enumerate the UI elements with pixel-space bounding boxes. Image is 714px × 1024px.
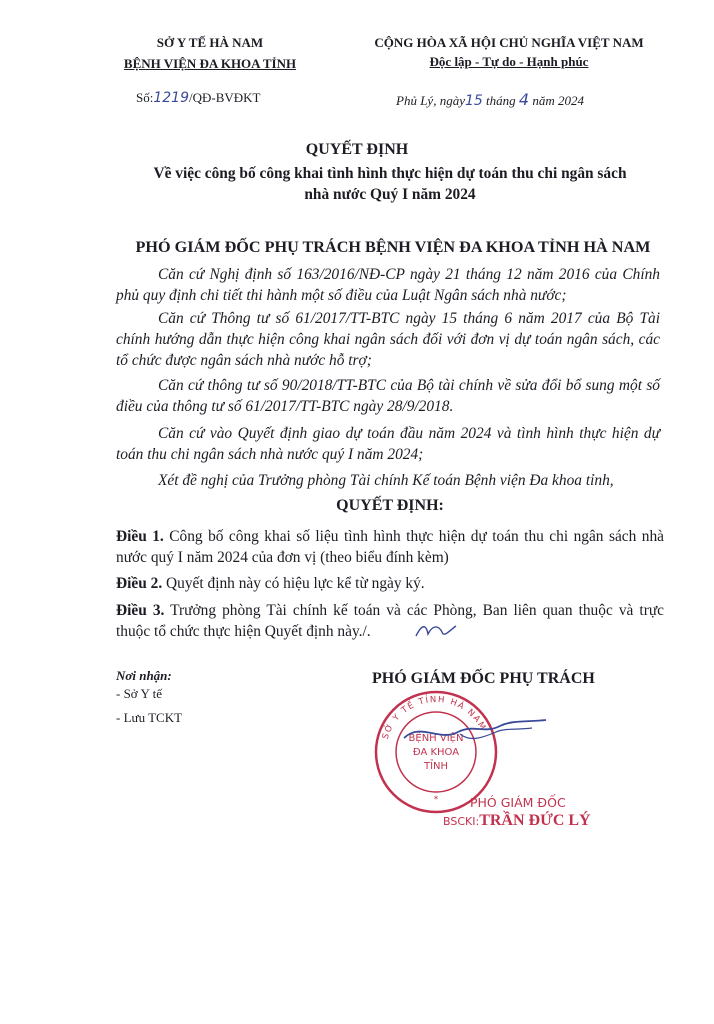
legal-basis-3: Căn cứ thông tư số 90/2018/TT-BTC của Bộ tài chính về sửa đổi bổ sung một số điều của thông tư số 61/2017/TT-BTC ngày 28/9/2018. [116, 377, 660, 415]
proposal-basis: Xét đề nghị của Trưởng phòng Tài chính Kế toán Bệnh viện Đa khoa tỉnh, [158, 472, 614, 489]
subject-line-1: Về việc công bố công khai tình hình thực hiện dự toán thu chi ngân sách [153, 165, 627, 182]
recipient-item: - Sở Y tế [116, 686, 162, 701]
seal-line-1: BỆNH VIỆN [408, 733, 464, 744]
signer-role: PHÓ GIÁM ĐỐC [470, 795, 566, 810]
handwritten-signature [400, 712, 550, 752]
ministry-name: SỞ Y TẾ HÀ NAM [156, 35, 264, 50]
document-number [136, 90, 260, 106]
signer-prefix: BSCKI: [443, 815, 480, 828]
document-title: QUYẾT ĐỊNH [305, 141, 409, 158]
article-3-label: Điều 3. [116, 602, 165, 619]
article-2-label: Điều 2. [116, 575, 163, 592]
article-2 [116, 573, 664, 594]
doc-no-suffix: /QĐ-BVĐKT [188, 90, 261, 105]
year-label: năm 2024 [532, 93, 584, 108]
initial-mark [414, 620, 458, 642]
seal-star: * [433, 795, 439, 805]
day-handwritten: 15 [464, 93, 483, 109]
article-1-text: Công bố công khai số liệu tình hình thực hiện dự toán thu chi ngân sách nhà nước quý I năm 2024 của đơn vị (theo biểu đính kèm) [116, 528, 664, 566]
doc-no-prefix: Số: [136, 90, 154, 105]
issuing-authority: PHÓ GIÁM ĐỐC PHỤ TRÁCH BỆNH VIỆN ĐA KHOA TỈNH HÀ NAM [135, 238, 651, 256]
signer-line [443, 812, 591, 830]
article-1 [116, 526, 664, 568]
legal-basis-4: Căn cứ vào Quyết định giao dự toán đầu năm 2024 và tình hình thực hiện dự toán thu chi ngân sách nhà nước quý I năm 2024; [116, 425, 660, 463]
subject-line-2: nhà nước Quý I năm 2024 [304, 186, 476, 203]
place-date-prefix: Phủ Lý, ngày [396, 93, 465, 108]
article-2-text: Quyết định này có hiệu lực kể từ ngày ký. [162, 575, 425, 592]
doc-no-handwritten: 1219 [153, 90, 189, 106]
seal-line-2: ĐA KHOA [412, 747, 460, 758]
recipients-heading: Nơi nhận: [116, 668, 172, 683]
article-3 [116, 600, 664, 642]
decide-heading: QUYẾT ĐỊNH: [336, 497, 444, 514]
month-handwritten: 4 [518, 90, 530, 109]
signature-title: PHÓ GIÁM ĐỐC PHỤ TRÁCH [372, 670, 595, 687]
article-1-label: Điều 1. [116, 528, 164, 545]
legal-basis-2: Căn cứ Thông tư số 61/2017/TT-BTC ngày 15 tháng 6 năm 2017 của Bộ Tài chính hướng dẫn thực hiện công khai ngân sách đối với đơn vị dự toán ngân sách, các tổ chức được ngân sách nhà nước hỗ trợ; [116, 310, 660, 369]
legal-basis-1: Căn cứ Nghị định số 163/2016/NĐ-CP ngày 21 tháng 12 năm 2016 của Chính phủ quy định chi tiết thi hành một số điều của Luật Ngân sách nhà nước; [116, 266, 660, 304]
recipient-item: - Lưu TCKT [116, 710, 183, 725]
national-motto: Độc lập - Tự do - Hạnh phúc [429, 54, 589, 69]
country-name: CỘNG HÒA XÃ HỘI CHỦ NGHĨA VIỆT NAM [374, 35, 644, 50]
article-3-text: Trưởng phòng Tài chính kế toán và các Phòng, Ban liên quan thuộc và trực thuộc tổ chức thực hiện Quyết định này./. [116, 602, 664, 640]
month-label: tháng [486, 93, 516, 108]
seal-line-3: TỈNH [423, 761, 449, 772]
place-date [396, 90, 584, 109]
seal-ring-text: SỞ Y TẾ TỈNH HÀ NAM [380, 694, 488, 741]
signer-name: TRẦN ĐỨC LÝ [479, 812, 591, 829]
hospital-name: BỆNH VIỆN ĐA KHOA TỈNH [123, 56, 297, 71]
